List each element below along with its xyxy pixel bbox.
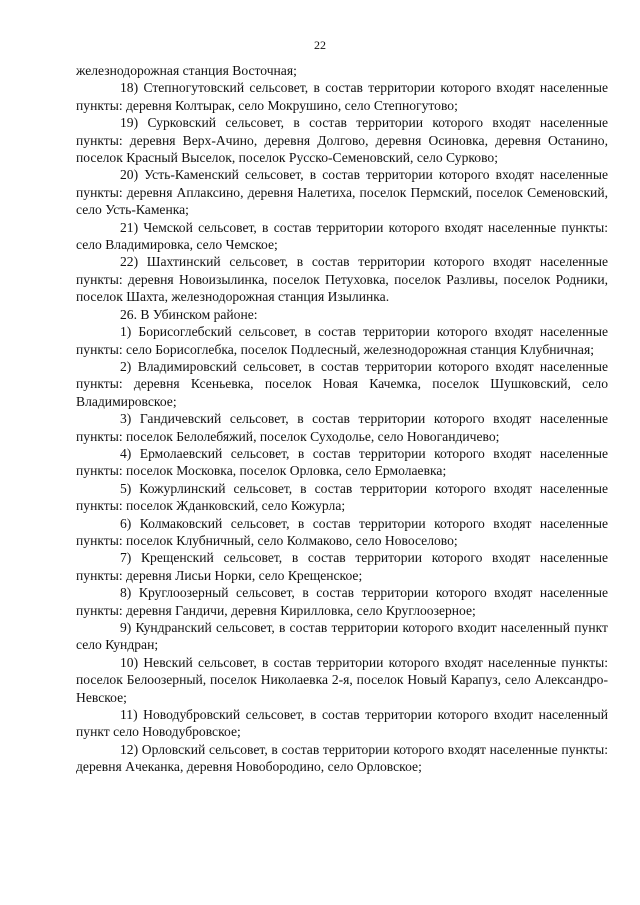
paragraph: 5) Кожурлинский сельсовет, в состав территории которого входят населенные пункты: поселок Жданковский, село Кожурла; [76, 480, 608, 514]
paragraph: 3) Гандичевский сельсовет, в состав территории которого входят населенные пункты: поселок Белолебяжий, поселок Суходолье, село Новогандичево; [76, 411, 608, 444]
document-body [76, 62, 608, 776]
paragraph: 12) Орловский сельсовет, в состав территории которого входят населенные пункты: деревня Ачеканка, деревня Новобородино, село Орловское; [76, 741, 608, 775]
section-heading: 26. В Убинском районе: [120, 306, 258, 322]
paragraph: 7) Крещенский сельсовет, в состав территории которого входят населенные пункты: деревня Лисьи Норки, село Крещенское; [76, 550, 608, 583]
paragraph: 1) Борисоглебский сельсовет, в состав территории которого входят населенные пункты: село Борисоглебка, поселок Подлесный, железнодорожная станция Клубничная; [76, 324, 608, 357]
page-number: 22 [314, 38, 326, 52]
paragraph: железнодорожная станция Восточная; [76, 63, 297, 78]
paragraph: 6) Колмаковский сельсовет, в состав территории которого входят населенные пункты: поселок Клубничный, село Колмаково, село Новоселово; [76, 515, 608, 548]
paragraph: 10) Невский сельсовет, в состав территории которого входят населенные пункты: поселок Белоозерный, поселок Николаевка 2-я, поселок Новый Карапуз, село Александро-Невское; [76, 654, 608, 705]
paragraph: 19) Сурковский сельсовет, в состав территории которого входят населенные пункты: деревня Верх-Ачино, деревня Долгово, деревня Осиновка, деревня Останино, поселок Красный Выселок, поселок Русско-Семеновский, село Сурково; [76, 115, 608, 166]
paragraph: 11) Новодубровский сельсовет, в состав территории которого входит населенный пункт село Новодубровское; [76, 707, 608, 740]
paragraph: 9) Кундранский сельсовет, в состав территории которого входит населенный пункт село Кундран; [76, 620, 608, 653]
paragraph: 4) Ермолаевский сельсовет, в состав территории которого входят населенные пункты: поселок Московка, поселок Орловка, село Ермолаевка; [76, 445, 608, 479]
paragraph: 2) Владимировский сельсовет, в состав территории которого входят населенные пункты: деревня Ксеньевка, поселок Новая Качемка, поселок Шушковский, село Владимировское; [76, 358, 608, 409]
paragraph: 21) Чемской сельсовет, в состав территории которого входят населенные пункты: село Владимировка, село Чемское; [76, 219, 608, 253]
paragraph: 18) Степногутовский сельсовет, в состав территории которого входят населенные пункты: деревня Колтырак, село Мокрушино, село Степногутово; [76, 80, 608, 113]
paragraph: 8) Круглоозерный сельсовет, в состав территории которого входят населенные пункты: деревня Гандичи, деревня Кирилловка, село Круглоозерное; [76, 585, 608, 618]
paragraph: 22) Шахтинский сельсовет, в состав территории которого входят населенные пункты: деревня Новоизылинка, поселок Петуховка, поселок Разливы, поселок Родники, поселок Шахта, железнодорожная станция Изылинка. [76, 254, 608, 305]
paragraph: 20) Усть-Каменский сельсовет, в состав территории которого входят населенные пункты: деревня Аплаксино, деревня Налетиха, поселок Пермский, поселок Семеновский, село Усть-Каменка; [76, 167, 608, 218]
